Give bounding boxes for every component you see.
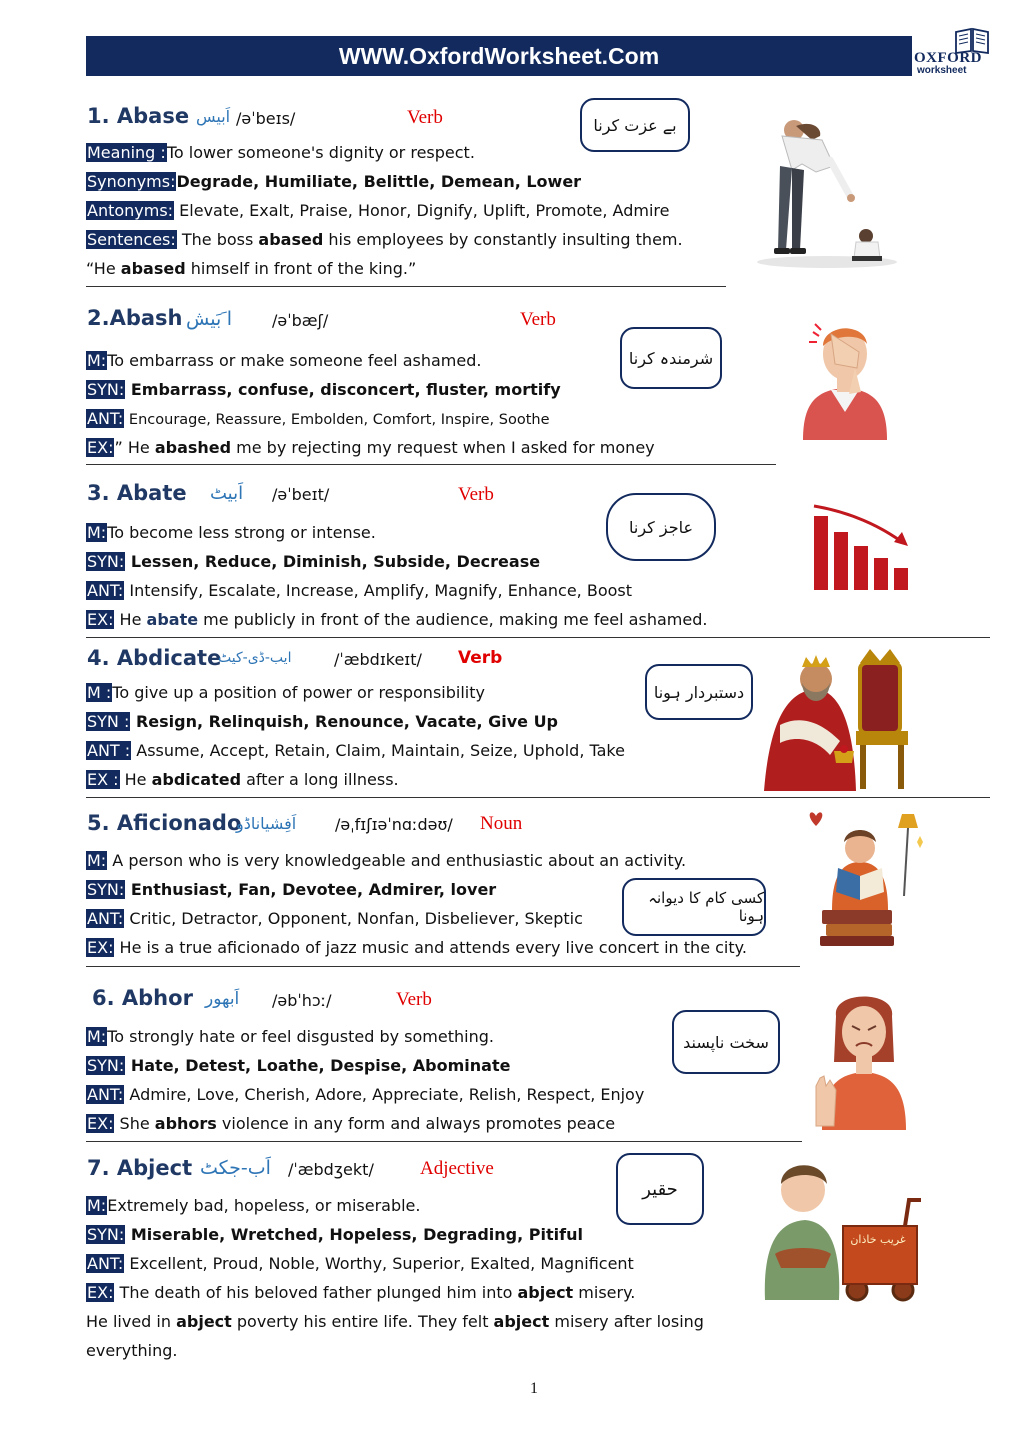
example-keyword: abhors [154,1114,217,1133]
meaning-text: To give up a position of power or responsibility [112,683,485,702]
example-keyword: abdicated [151,770,242,789]
page-number: 1 [530,1380,538,1397]
example-line [86,769,399,791]
antonyms-text: Encourage, Reassure, Embolden, Comfort, Inspire, Soothe [124,412,550,428]
meaning-line [86,1026,494,1048]
antonyms-text: Critic, Detractor, Opponent, Nonfan, Disbeliever, Skeptic [124,909,583,928]
synonyms-text: Miserable, Wretched, Hopeless, Degrading, Pitiful [125,1225,583,1244]
antonyms-text: Excellent, Proud, Noble, Worthy, Superior, Exalted, Magnificent [124,1254,634,1273]
meaning-label: M: [87,351,107,370]
meaning-line [86,142,475,164]
example-text-end: after a long illness. [241,770,399,789]
entry-urdu: اَبھور [205,989,240,1009]
antonyms-line [86,1084,644,1106]
synonyms-text: Hate, Detest, Loathe, Despise, Abominate [125,1056,511,1075]
synonyms-text: Resign, Relinquish, Renounce, Vacate, Give Up [130,712,559,731]
entry-pos: Verb [520,309,556,330]
entry-pos: Noun [480,813,523,834]
entry-word: 2.Abash [87,306,183,330]
example-line-2 [86,258,416,280]
example-label: EX: [87,938,114,957]
entry-ipa: /əˈbæʃ/ [272,311,329,330]
example-text: “He [86,259,121,278]
example-text-end: violence in any form and always promotes peace [216,1114,616,1133]
entry-ipa: /əˈbeɪs/ [236,109,296,128]
example-keyword: abject [176,1312,232,1331]
example-label: Sentences: [87,230,176,249]
entry-pos: Adjective [420,1158,494,1179]
example-text-end: me publicly in front of the audience, making me feel ashamed. [198,610,708,629]
synonyms-label: SYN : [87,712,130,731]
antonyms-line [86,1253,634,1275]
example-label: EX: [87,1114,114,1133]
synonyms-line [86,551,540,573]
entry-urdu: اَفِشیاناڈو [236,814,297,833]
divider [86,966,800,967]
abash-illustration [795,312,895,442]
synonyms-text: Lessen, Reduce, Diminish, Subside, Decrease [125,552,541,571]
synonyms-label: SYN: [87,880,125,899]
abhor-illustration [808,986,920,1132]
meaning-label: M: [87,1196,107,1215]
entry-pos: Verb [458,484,494,505]
antonyms-line [86,740,625,762]
example-keyword: abased [258,230,324,249]
meaning-text: Extremely bad, hopeless, or miserable. [107,1196,421,1215]
example-keyword: abate [146,610,199,629]
abject-illustration [745,1150,923,1302]
antonyms-line [86,580,632,602]
example-line [86,609,707,631]
synonyms-text: Enthusiast, Fan, Devotee, Admirer, lover [125,880,497,899]
divider [86,464,776,465]
meaning-line [86,350,481,372]
oxford-logo [914,26,990,78]
synonyms-line [86,711,558,733]
meaning-line [86,682,485,704]
example-line-3 [86,1340,177,1362]
synonyms-line [86,1224,583,1246]
antonyms-label: ANT: [87,409,124,428]
entry-urdu: ا َبَیش [186,308,233,330]
divider [86,1141,802,1142]
example-line [86,229,683,251]
meaning-text: A person who is very knowledgeable and enthusiastic about an activity. [107,851,687,870]
example-text-end: himself in front of the king.” [185,259,417,278]
meaning-line [86,1195,420,1217]
example-text-end: misery. [573,1283,636,1302]
meaning-text: To strongly hate or feel disgusted by something. [107,1027,494,1046]
meaning-line [86,522,376,544]
example-line [86,1113,615,1135]
urdu-meaning-box: بے عزت کرنا [580,98,690,152]
aficionado-illustration [808,806,928,948]
example-text: everything. [86,1341,178,1360]
antonyms-text: Intensify, Escalate, Increase, Amplify, Magnify, Enhance, Boost [124,581,632,600]
meaning-label: Meaning : [87,143,166,162]
example-line [86,937,747,959]
example-text-end: misery after losing [549,1312,704,1331]
divider [86,637,990,638]
meaning-label: M: [87,523,107,542]
example-text: He is a true aficionado of jazz music and attends every live concert in the city. [114,938,747,957]
divider [86,286,726,287]
example-line [86,1282,635,1304]
entry-word: 7. Abject [87,1156,193,1180]
abdicate-illustration [760,645,920,793]
example-text: He [119,770,152,789]
example-text: ” He [114,438,155,457]
antonyms-line [86,908,583,930]
entry-pos: Verb [407,107,443,128]
antonyms-label: ANT : [87,741,131,760]
entry-ipa: /əbˈhɔː/ [272,991,332,1010]
entry-pos: Verb [396,989,432,1010]
antonyms-text: Elevate, Exalt, Praise, Honor, Dignify, Uplift, Promote, Admire [174,201,670,220]
synonyms-text: Embarrass, confuse, disconcert, fluster, mortify [125,380,561,399]
divider [86,797,990,798]
urdu-meaning-box: دستبردار ہونا [645,664,753,720]
meaning-label: M: [87,851,107,870]
entry-urdu: ایب-ڈی-کیٹ [218,650,292,666]
entry-ipa: /əˈbeɪt/ [272,485,330,504]
entry-word: 3. Abate [87,481,187,505]
antonyms-text: Assume, Accept, Retain, Claim, Maintain, Seize, Uphold, Take [131,741,625,760]
antonyms-label: Antonyms: [87,201,174,220]
example-keyword: abashed [154,438,232,457]
synonyms-line [86,379,561,401]
antonyms-label: ANT: [87,909,124,928]
example-text-end: his employees by constantly insulting them. [323,230,683,249]
example-line-2 [86,1311,704,1333]
example-text: She [114,1114,155,1133]
meaning-line [86,850,686,872]
example-label: EX: [87,438,114,457]
example-text: The boss [176,230,259,249]
antonyms-label: ANT: [87,581,124,600]
synonyms-label: SYN: [87,1225,125,1244]
entry-ipa: /ˈæbdɪkeɪt/ [334,650,422,669]
example-keyword: abased [120,259,186,278]
entry-urdu: اَبیس [196,107,231,126]
entry-ipa: /əˌfɪʃɪəˈnɑːdəʊ/ [335,815,453,834]
urdu-meaning-box: شرمندہ کرنا [620,327,722,389]
synonyms-text: Degrade, Humiliate, Belittle, Demean, Lower [176,172,582,191]
synonyms-line [86,1055,510,1077]
entry-ipa: /ˈæbdʒekt/ [288,1160,374,1179]
meaning-text: To embarrass or make someone feel ashamed. [107,351,482,370]
synonyms-label: SYN: [87,552,125,571]
antonyms-text: Admire, Love, Cherish, Adore, Appreciate, Relish, Respect, Enjoy [124,1085,645,1104]
entry-pos: Verb [458,648,503,668]
antonyms-label: ANT: [87,1085,124,1104]
synonyms-label: SYN: [87,380,125,399]
cart-sign: غریب خاذان [850,1233,906,1246]
example-label: EX: [87,610,114,629]
example-text: He [114,610,147,629]
example-text: The death of his beloved father plunged him into [114,1283,518,1302]
example-line [86,437,655,459]
synonyms-line [86,171,581,193]
example-text: poverty his entire life. They felt [231,1312,494,1331]
meaning-label: M: [87,1027,107,1046]
example-keyword: abject [493,1312,550,1331]
declining-bar-chart-icon [810,502,915,592]
urdu-meaning-box: حقیر [616,1153,704,1225]
antonyms-label: ANT: [87,1254,124,1273]
logo-text: OXFORD [914,50,982,66]
urdu-meaning-box: سخت ناپسند [672,1010,780,1074]
synonyms-line [86,879,496,901]
urdu-meaning-box: عاجز کرنا [606,493,716,561]
antonyms-line [86,408,550,431]
example-text: He lived in [86,1312,177,1331]
entry-word: 5. Aficionado [87,811,242,835]
meaning-label: M : [87,683,112,702]
entry-word: 6. Abhor [92,986,193,1010]
entry-word: 4. Abdicate [87,646,222,670]
example-label: EX : [87,770,119,789]
urdu-meaning-box: کسی کام کا دیوانہ ہونا [622,878,766,936]
meaning-text: To lower someone's dignity or respect. [166,143,475,162]
example-text-end: me by rejecting my request when I asked for money [231,438,655,457]
synonyms-label: SYN: [87,1056,125,1075]
example-keyword: abject [517,1283,574,1302]
meaning-text: To become less strong or intense. [107,523,376,542]
example-label: EX: [87,1283,114,1302]
abase-illustration [752,100,902,270]
site-banner[interactable]: WWW.OxfordWorksheet.Com [86,36,912,76]
entry-urdu: اَب-جکٹ [200,1157,271,1179]
entry-urdu: اَبیٹ [210,483,244,504]
entry-word: 1. Abase [87,104,190,128]
logo-subtext: worksheet [917,65,967,76]
synonyms-label: Synonyms: [87,172,176,191]
antonyms-line [86,200,669,222]
